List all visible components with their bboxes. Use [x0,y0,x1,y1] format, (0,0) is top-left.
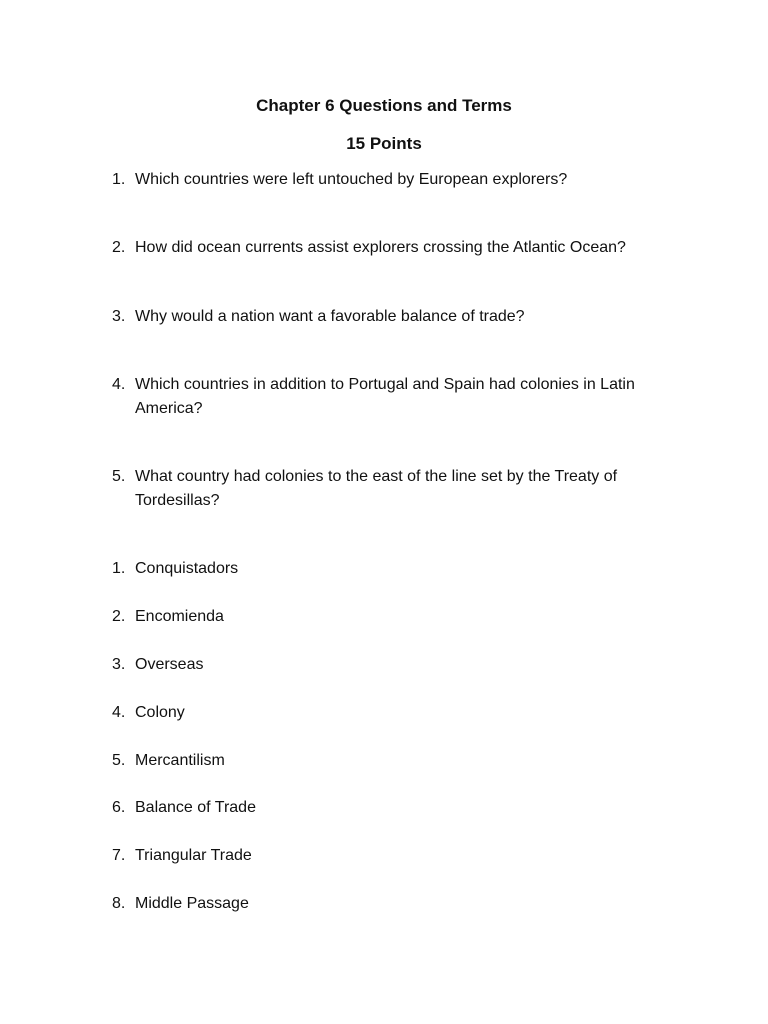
question-item [112,236,652,260]
term-text: Overseas [135,656,204,673]
term-number: 6. [112,799,126,816]
question-number: 2. [112,239,126,256]
question-number: 1. [112,171,126,188]
term-number: 3. [112,656,126,673]
term-number: 1. [112,560,126,577]
question-text: Which countries in addition to Portugal and Spain had colonies in Latin America? [135,376,635,417]
term-item [112,749,652,773]
question-item [112,305,652,329]
term-item [112,557,652,581]
term-number: 7. [112,847,126,864]
term-item [112,892,652,916]
term-text: Encomienda [135,608,224,625]
question-text: How did ocean currents assist explorers crossing the Atlantic Ocean? [135,239,626,256]
term-text: Mercantilism [135,752,225,769]
question-number: 5. [112,468,126,485]
term-number: 5. [112,752,126,769]
question-number: 3. [112,308,126,325]
term-number: 4. [112,704,126,721]
term-item [112,844,652,868]
question-text: What country had colonies to the east of the line set by the Treaty of Tordesillas? [135,468,618,509]
term-text: Balance of Trade [135,799,256,816]
question-text: Why would a nation want a favorable balance of trade? [135,308,525,325]
term-text: Colony [135,704,185,721]
term-number: 8. [112,895,126,912]
question-text: Which countries were left untouched by European explorers? [135,171,568,188]
term-item [112,701,652,725]
points-heading: 15 Points [346,134,422,153]
term-text: Middle Passage [135,895,249,912]
page-title: Chapter 6 Questions and Terms [256,96,512,115]
term-item [112,653,652,677]
term-item [112,796,652,820]
question-item [112,465,652,513]
term-item [112,605,652,629]
question-number: 4. [112,376,126,393]
term-text: Conquistadors [135,560,239,577]
question-item [112,373,652,421]
question-item [112,168,652,192]
term-text: Triangular Trade [135,847,252,864]
term-number: 2. [112,608,126,625]
